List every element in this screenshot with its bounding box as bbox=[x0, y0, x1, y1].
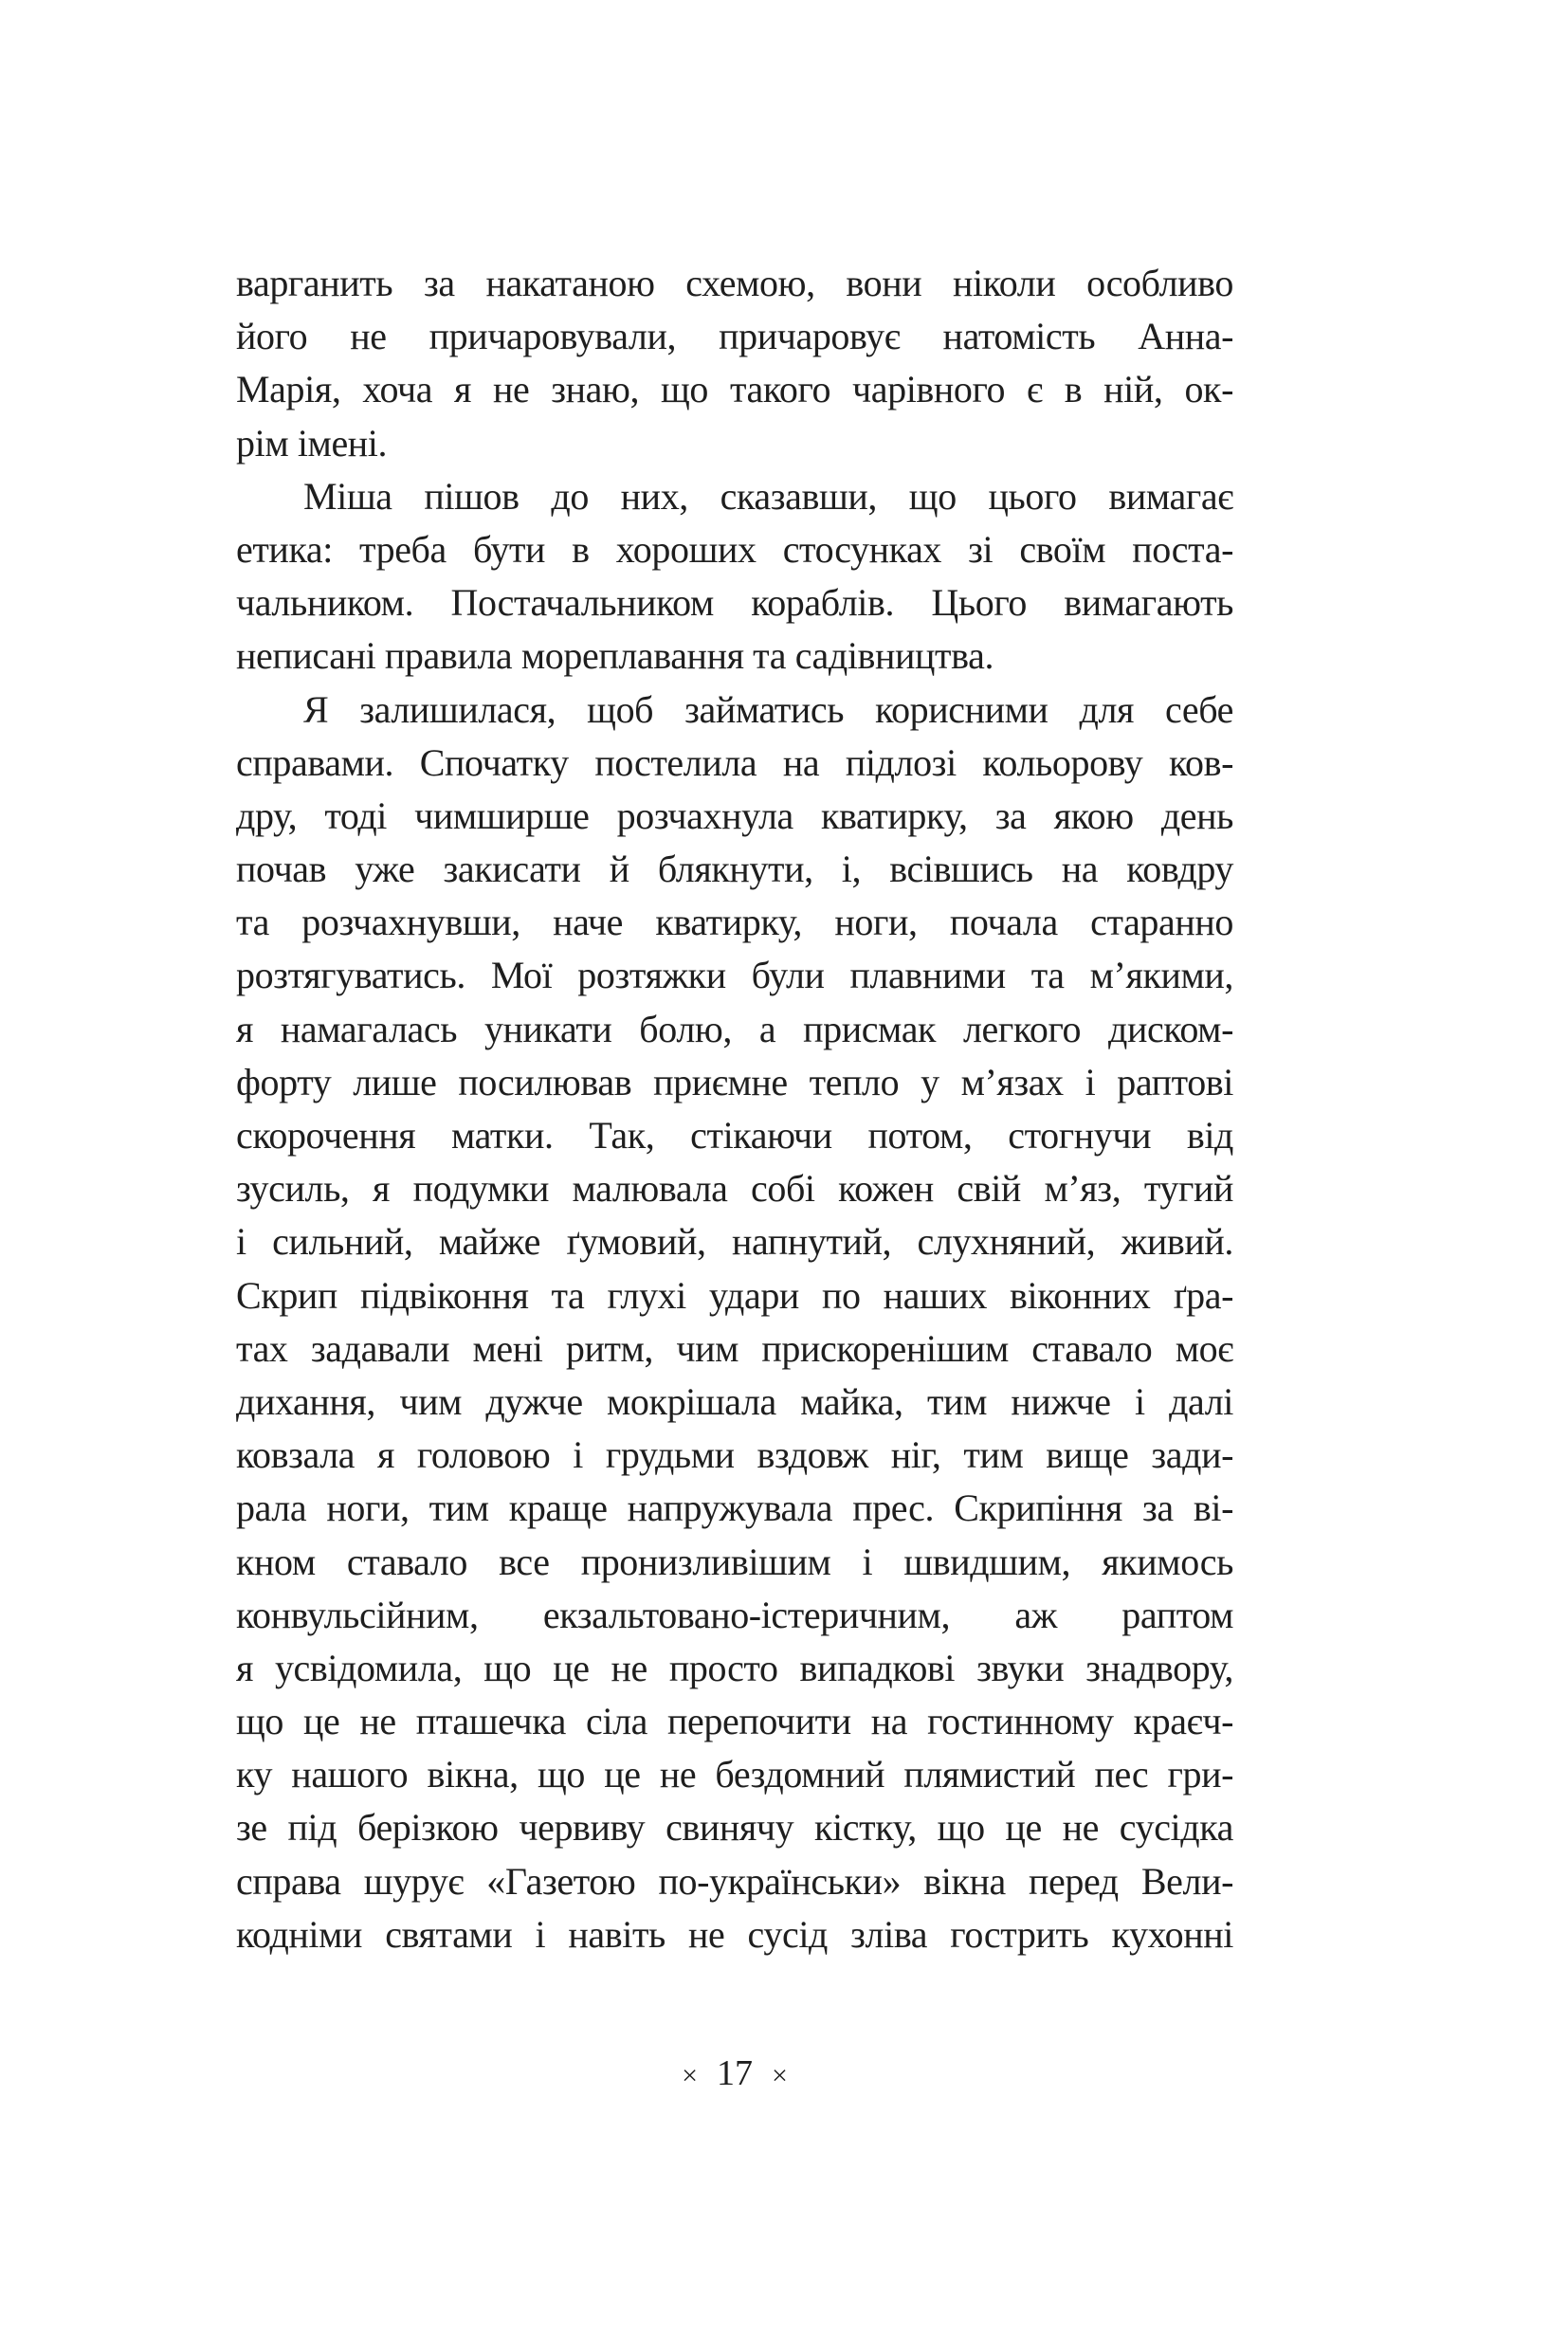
text-line: що це не пташечка сіла перепочити на гостинному краєч- bbox=[236, 1700, 1233, 1743]
text-line: Я залишилася, щоб займатись корисними для себе bbox=[303, 687, 1233, 731]
text-line: справами. Спочатку постелила на підлозі кольорову ков- bbox=[236, 740, 1233, 784]
text-line: зе під берізкою червиву свинячу кістку, що це не сусідка bbox=[236, 1806, 1233, 1850]
text-line: його не причаровували, причаровує натомість Анна- bbox=[236, 315, 1233, 358]
text-line: я намагалась уникати болю, а присмак легкого диском- bbox=[236, 1007, 1233, 1050]
text-line: скорочення матки. Так, стікаючи потом, стогнучи від bbox=[236, 1114, 1233, 1157]
text-line: ку нашого вікна, що це не бездомний плямистий пес гри- bbox=[236, 1753, 1233, 1796]
text-line: етика: треба бути в хороших стосунках зі своїм поста- bbox=[236, 527, 1233, 571]
text-line: розтягуватись. Мої розтяжки були плавними та м’якими, bbox=[236, 954, 1233, 997]
text-line: кодніми святами і навіть не сусід зліва гострить кухонні bbox=[236, 1912, 1233, 1956]
text-line: Міша пішов до них, сказавши, що цього вимагає bbox=[303, 474, 1233, 518]
text-line: рім імені. bbox=[236, 421, 388, 465]
text-line: Марія, хоча я не знаю, що такого чарівного є в ній, ок- bbox=[236, 368, 1233, 411]
text-line: я усвідомила, що це не просто випадкові звуки знадвору, bbox=[236, 1646, 1233, 1689]
text-line: і сильний, майже ґумовий, напнутий, слухняний, живий. bbox=[236, 1220, 1233, 1264]
text-line: почав уже закисати й блякнути, і, всівшись на ковдру bbox=[236, 848, 1233, 891]
text-line: чальником. Постачальником кораблів. Цього вимагають bbox=[236, 581, 1233, 625]
page-footer bbox=[0, 2052, 1469, 2094]
body-text bbox=[236, 257, 1233, 1961]
text-line: кном ставало все пронизливішим і швидшим, якимось bbox=[236, 1540, 1233, 1583]
text-line: зусиль, я подумки малювала собі кожен свій м’яз, тугий bbox=[236, 1167, 1233, 1211]
text-line: Скрип підвіконня та глухі удари по наших віконних ґра- bbox=[236, 1273, 1233, 1317]
text-line: форту лише посилював приємне тепло у м’язах і раптові bbox=[236, 1060, 1233, 1103]
ornament-right-icon: × bbox=[772, 2060, 788, 2091]
text-line: тах задавали мені ритм, чим прискоренішим ставало моє bbox=[236, 1326, 1233, 1370]
text-line: дихання, чим дужче мокрішала майка, тим нижче і далі bbox=[236, 1379, 1233, 1423]
page-number: 17 bbox=[717, 2053, 753, 2093]
text-line: варганить за накатаною схемою, вони ніколи особливо bbox=[236, 262, 1233, 304]
text-line: рала ноги, тим краще напружувала прес. Скрипіння за ві- bbox=[236, 1486, 1233, 1530]
text-line: неписані правила мореплавання та садівництва. bbox=[236, 634, 994, 678]
text-line: та розчахнувши, наче кватирку, ноги, почала старанно bbox=[236, 901, 1233, 944]
text-line: конвульсійним, екзальтовано-істеричним, аж раптом bbox=[236, 1593, 1233, 1636]
text-line: ковзала я головою і грудьми вздовж ніг, тим вище зади- bbox=[236, 1433, 1233, 1477]
ornament-left-icon: × bbox=[682, 2060, 698, 2091]
text-line: справа шурує «Газетою по-українськи» вікна перед Вели- bbox=[236, 1859, 1233, 1903]
text-line: дру, тоді чимширше розчахнула кватирку, за якою день bbox=[236, 793, 1233, 837]
